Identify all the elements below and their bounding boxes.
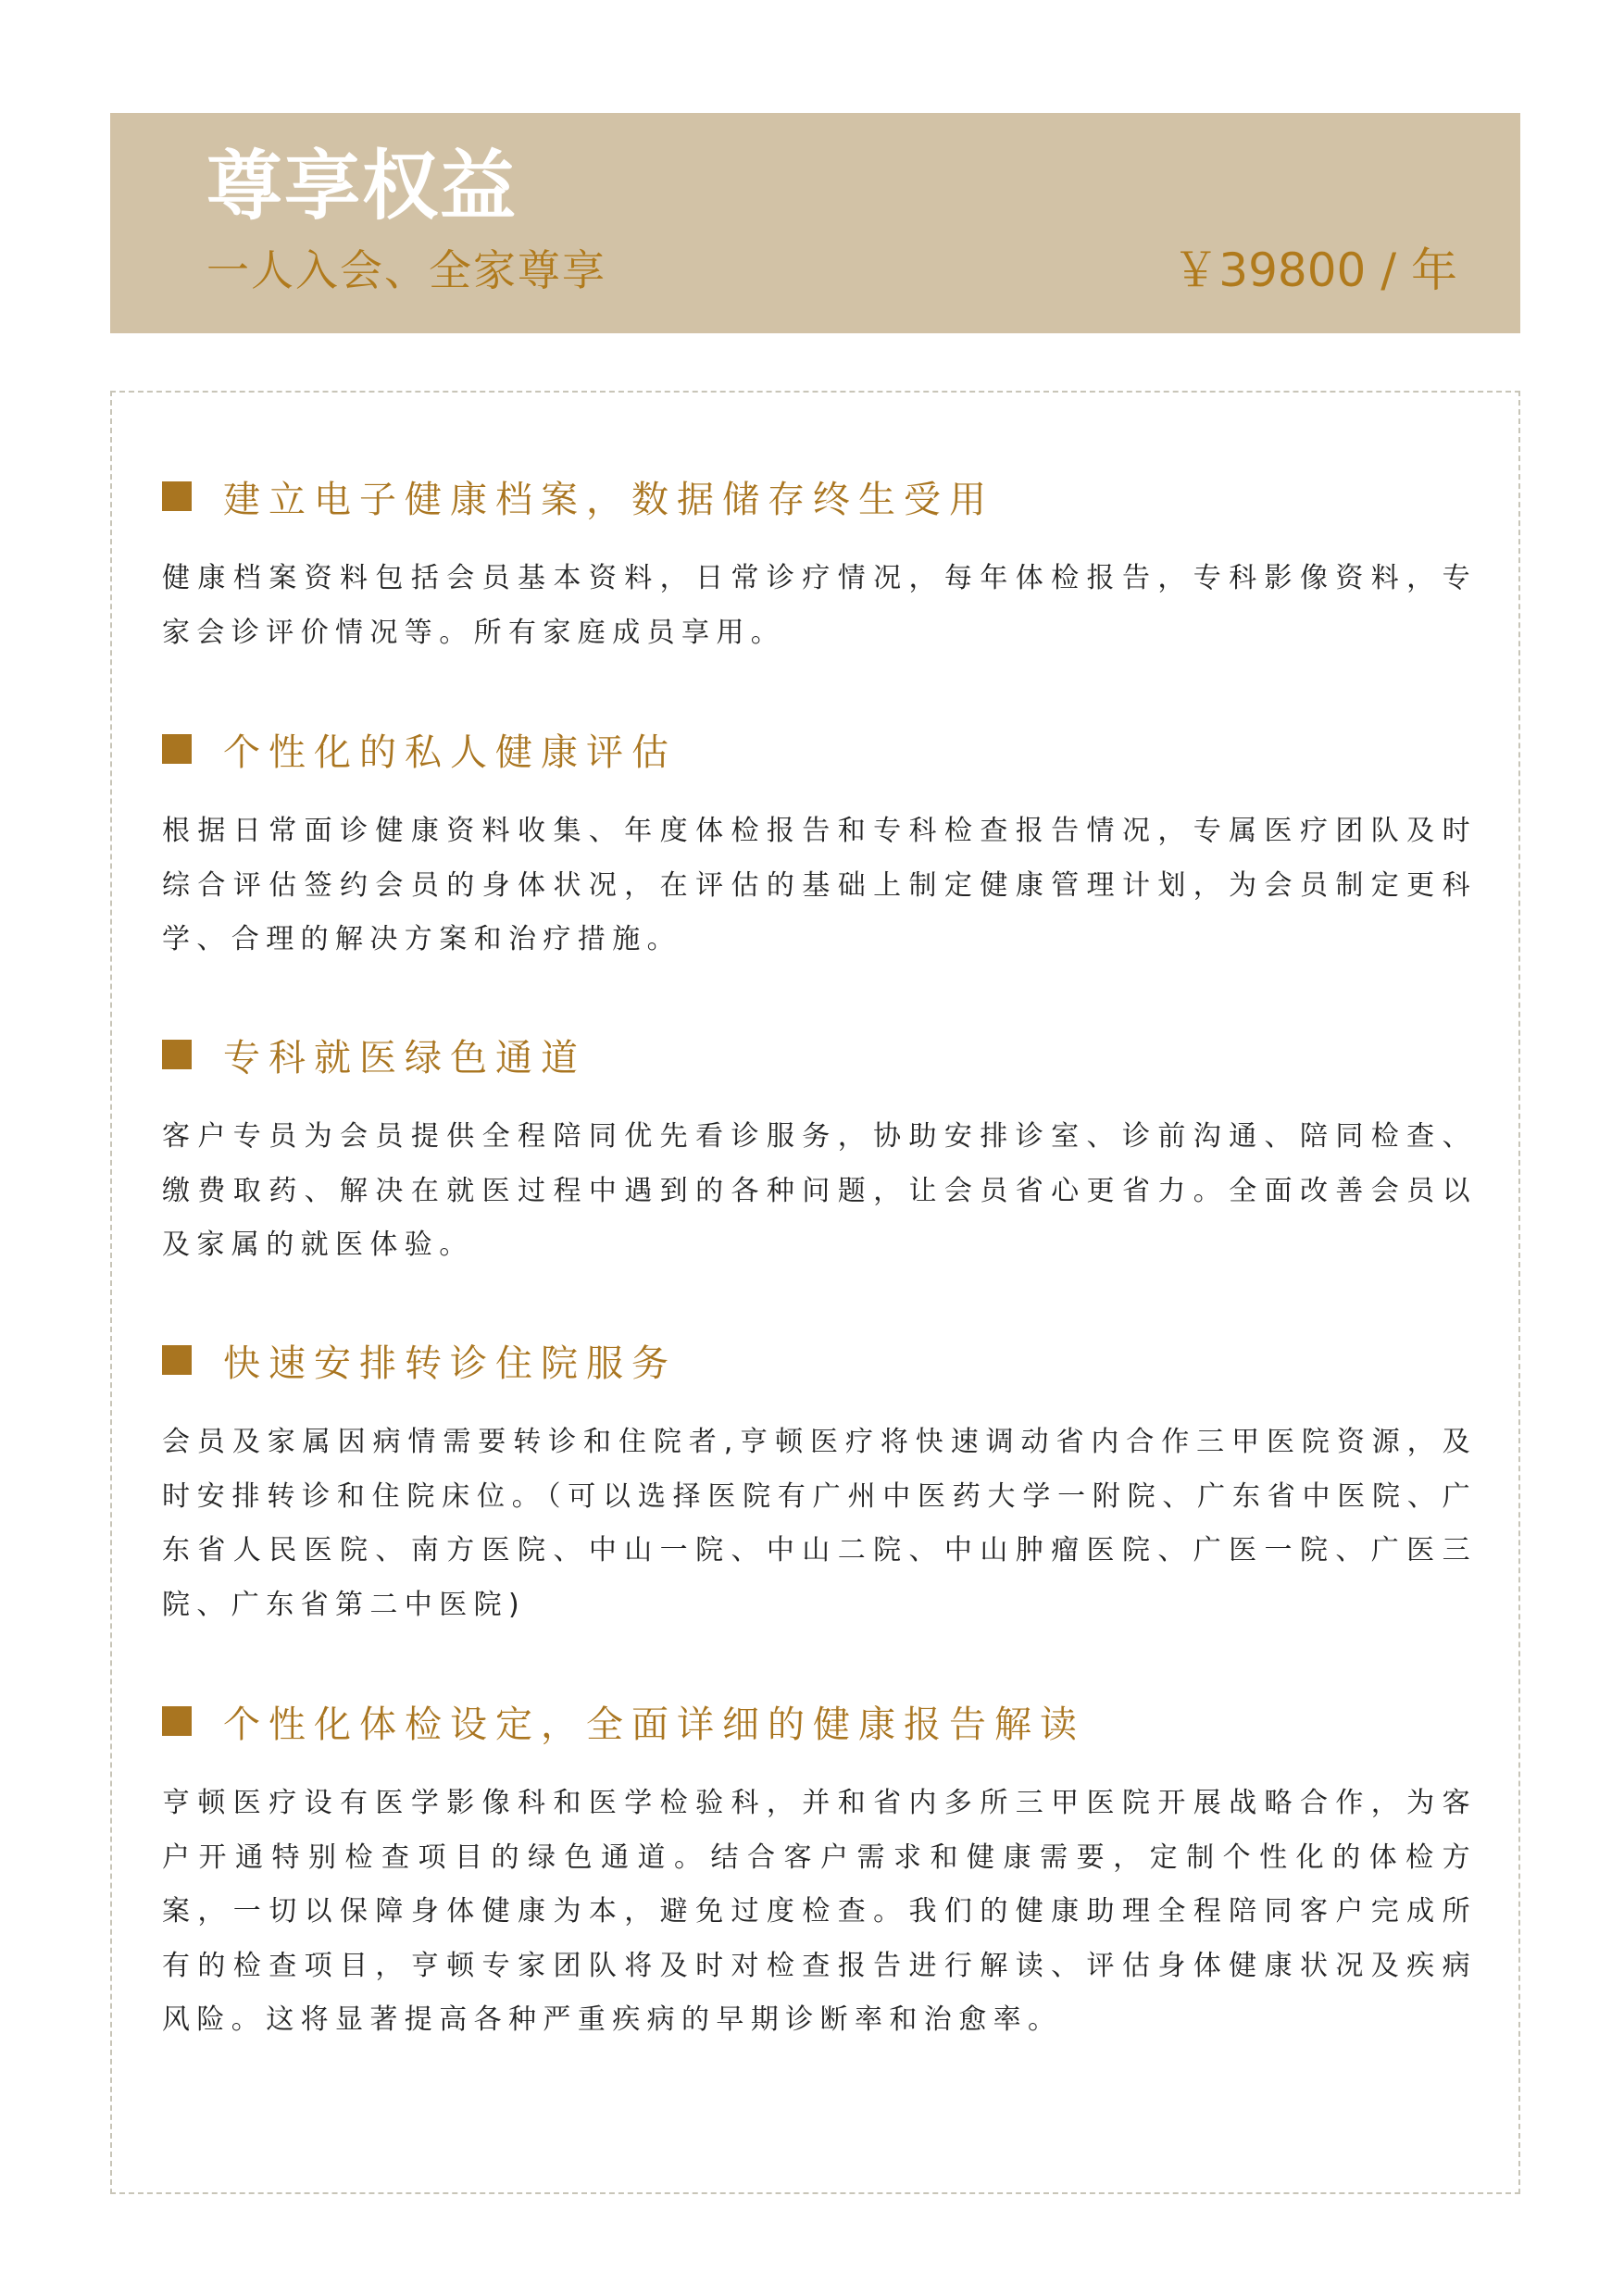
section-heading: [162, 1027, 1477, 1082]
section-heading: [162, 468, 1477, 524]
section-title: 个性化体检设定，全面详细的健康报告解读: [223, 1703, 1085, 1746]
square-bullet-icon: [162, 734, 192, 764]
section-body: 亨顿医疗设有医学影像科和医学检验科，并和省内多所三甲医院开展战略合作，为客户开通特别检查项目的绿色通道。结合客户需求和健康需要，定制个性化的体检方案，一切以保障身体健康为本，避免过度检查。我们的健康助理全程陪同客户完成所有的检查项目，亨顿专家团队将及时对检查报告进行解读、评估身体健康状况及疾病风险。这将显著提高各种严重疾病的早期诊断率和治愈率。: [162, 1787, 1477, 2036]
square-bullet-icon: [162, 481, 192, 511]
section-title: 专科就医绿色通道: [223, 1036, 586, 1079]
section-body: 根据日常面诊健康资料收集、年度体检报告和专科检查报告情况，专属医疗团队及时综合评估签约会员的身体状况，在评估的基础上制定健康管理计划，为会员制定更科学、合理的解决方案和治疗措施。: [162, 815, 1477, 955]
benefit-section-health-assessment: [162, 721, 1477, 967]
benefit-section-personalized-checkup: [162, 1693, 1477, 2048]
benefit-section-referral-hospitalization: [162, 1332, 1477, 1632]
section-title: 快速安排转诊住院服务: [223, 1341, 677, 1385]
section-body: 客户专员为会员提供全程陪同优先看诊服务，协助安排诊室、诊前沟通、陪同检查、缴费取药、解决在就医过程中遇到的各种问题，让会员省心更省力。全面改善会员以及家属的就医体验。: [162, 1120, 1477, 1261]
benefit-section-health-records: [162, 468, 1477, 660]
square-bullet-icon: [162, 1345, 192, 1375]
section-heading: [162, 1332, 1477, 1388]
section-body: 会员及家属因病情需要转诊和住院者,亨顿医疗将快速调动省内合作三甲医院资源，及时安排转诊和住院床位。（可以选择医院有广州中医药大学一附院、广东省中医院、广东省人民医院、南方医院、中山一院、中山二院、中山肿瘤医院、广医一院、广医三院、广东省第二中医院): [162, 1426, 1477, 1621]
section-heading: [162, 1693, 1477, 1749]
page-subtitle: 一人入会、全家尊享: [206, 245, 606, 295]
benefits-panel: [110, 391, 1520, 2194]
section-heading: [162, 721, 1477, 777]
section-title: 建立电子健康档案，数据储存终生受用: [223, 478, 994, 521]
section-title: 个性化的私人健康评估: [223, 730, 677, 774]
section-body: 健康档案资料包括会员基本资料，日常诊疗情况，每年体检报告，专科影像资料，专家会诊评价情况等。所有家庭成员享用。: [162, 562, 1477, 649]
header-banner: [110, 113, 1520, 333]
page-title: 尊享权益: [206, 143, 518, 231]
square-bullet-icon: [162, 1706, 192, 1736]
benefit-section-green-channel: [162, 1027, 1477, 1273]
price-label: ￥39800 / 年: [1172, 243, 1457, 297]
square-bullet-icon: [162, 1040, 192, 1069]
